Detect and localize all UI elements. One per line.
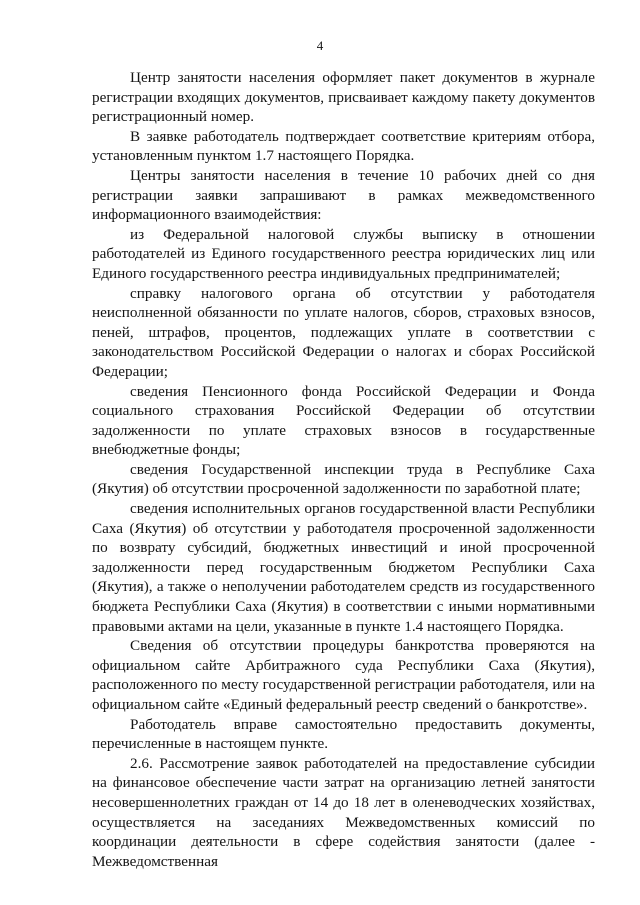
paragraph-tax-service-extract: из Федеральной налоговой службы выписку в отношении работодателей из Единого государственного реестра юридических лиц или Единого государственного реестра индивидуальных предпринимателей; [92,225,595,282]
paragraph-labor-inspection-info: сведения Государственной инспекции труда в Республике Саха (Якутия) об отсутствии просроченной задолженности по заработной плате; [92,460,595,498]
paragraph-registration-journal: Центр занятости населения оформляет пакет документов в журнале регистрации входящих документов, присваивает каждому пакету документов регистрационный номер. [92,69,595,126]
paragraph-pension-fund-info: сведения Пенсионного фонда Российской Федерации и Фонда социального страхования Российской Федерации об отсутствии задолженности по уплате страховых взносов в государственные внебюджетные фонды; [92,382,595,459]
paragraph-criteria-confirmation: В заявке работодатель подтверждает соответствие критериям отбора, установленным пунктом 1.7 настоящего Порядка. [92,127,595,165]
document-body [92,68,595,871]
paragraph-interagency-request: Центры занятости населения в течение 10 рабочих дней со дня регистрации заявки запрашивают в рамках межведомственного информационного взаимодействия: [92,166,595,224]
page-number: 4 [316,38,324,53]
paragraph-bankruptcy-check: Сведения об отсутствии процедуры банкротства проверяются на официальном сайте Арбитражного суда Республики Саха (Якутия), расположенного по месту государственной регистрации работодателя, или на официальном сайте «Единый федеральный реестр сведений о банкротстве». [92,637,595,713]
paragraph-section-2-6: 2.6. Рассмотрение заявок работодателей на предоставление субсидии на финансовое обеспечение части затрат на организацию летней занятости несовершеннолетних граждан от 14 до 18 лет в оленеводческих хозяйствах, осуществляется на заседаниях Межведомственных комиссий по координации деятельности в сфере содействия занятости (далее - Межведомственная [92,754,595,870]
paragraph-employer-right: Работодатель вправе самостоятельно предоставить документы, перечисленные в настоящем пункте. [92,715,595,753]
paragraph-tax-certificate: справку налогового органа об отсутствии у работодателя неисполненной обязанности по уплате налогов, сборов, страховых взносов, пеней, штрафов, процентов, подлежащих уплате в соответствии с законодательством Российской Федерации о налогах и сборах Российской Федерации; [92,284,595,380]
paragraph-executive-bodies-info: сведения исполнительных органов государственной власти Республики Саха (Якутия) об отсутствии у работодателя просроченной задолженности по возврату субсидий, бюджетных инвестиций и иной просроченной задолженности перед государственным бюджетом Республики Саха (Якутия), а также о неполучении работодателем средств из государственного бюджета Республики Саха (Якутия) в соответствии с иными нормативными правовыми актами на цели, указанные в пункте 1.4 настоящего Порядка. [92,500,595,635]
